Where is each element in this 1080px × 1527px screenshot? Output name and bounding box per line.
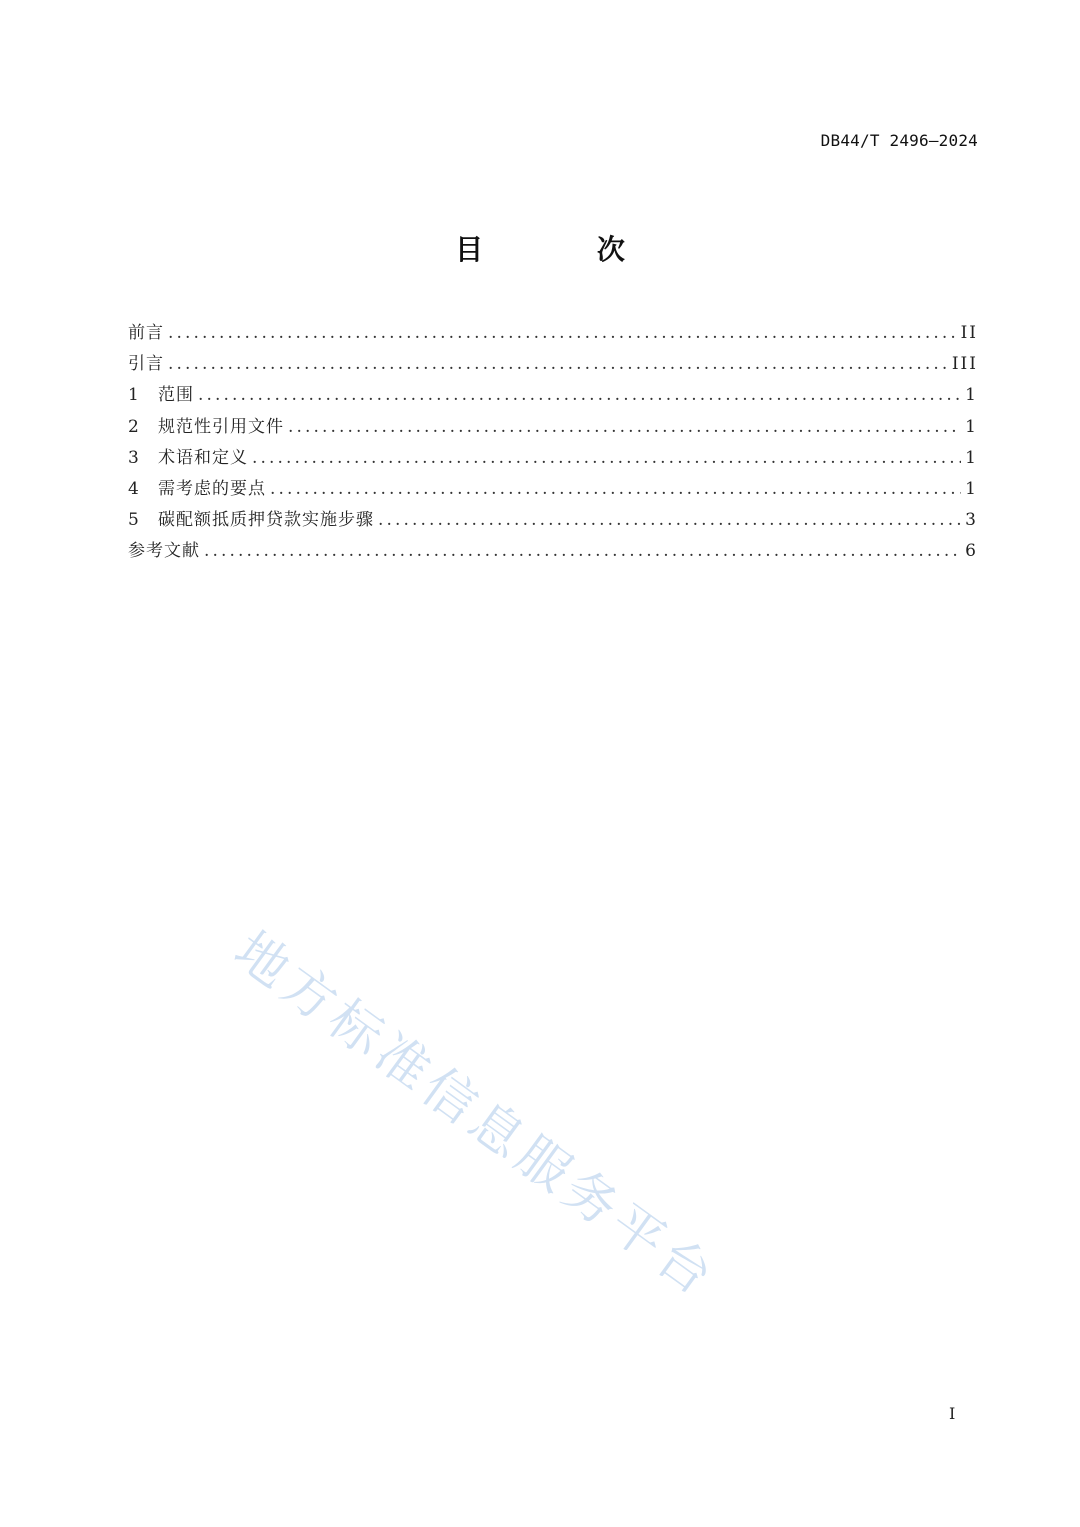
toc-entry[interactable]: [128, 349, 978, 380]
toc-entry-page: 1: [965, 416, 978, 437]
toc-entry-page: 1: [965, 447, 978, 468]
toc-dot-leader: [168, 349, 948, 380]
toc-entry[interactable]: [128, 443, 978, 474]
toc-entry-title: 前言: [128, 323, 164, 343]
toc-entry-title: 需考虑的要点: [158, 478, 266, 499]
toc-dot-leader: [198, 380, 961, 411]
toc-dot-leader: [270, 474, 961, 505]
toc-entry[interactable]: [128, 380, 978, 411]
toc-entry[interactable]: [128, 505, 978, 536]
toc-entry[interactable]: [128, 536, 978, 567]
toc-entry[interactable]: [128, 474, 978, 505]
document-code: DB44/T 2496—2024: [820, 131, 978, 150]
toc-dot-leader: [204, 536, 961, 567]
toc-entry-page: II: [960, 323, 978, 343]
toc-dot-leader: [288, 412, 961, 443]
toc-dot-leader: [378, 505, 961, 536]
page-number: I: [949, 1404, 956, 1423]
toc-entry-page: III: [951, 354, 978, 375]
toc-dot-leader: [252, 443, 961, 474]
toc-entry-title: 参考文献: [128, 541, 200, 562]
watermark: 地方标准信息服务平台: [223, 920, 728, 1310]
toc-title: 目 次: [455, 233, 677, 266]
toc-entry-number: 2: [128, 416, 139, 437]
toc-entry-number: 4: [128, 478, 139, 499]
toc-entry-title: 术语和定义: [158, 447, 248, 468]
toc-entry-title: 范围: [158, 385, 194, 406]
toc-entry-page: 1: [965, 478, 978, 499]
toc-entry[interactable]: [128, 412, 978, 443]
toc-entry[interactable]: [128, 318, 978, 349]
toc-entry-number: 1: [128, 385, 139, 406]
toc-entry-number: 3: [128, 447, 139, 468]
toc-entry-page: 1: [965, 385, 978, 406]
toc-entry-page: 3: [965, 510, 978, 531]
toc-entry-number: 5: [128, 510, 139, 531]
toc-entry-title: 碳配额抵质押贷款实施步骤: [158, 510, 374, 531]
toc-dot-leader: [168, 318, 957, 349]
toc-entry-page: 6: [965, 541, 978, 562]
table-of-contents: [128, 318, 978, 568]
toc-entry-title: 规范性引用文件: [158, 416, 284, 437]
toc-entry-title: 引言: [128, 354, 164, 375]
